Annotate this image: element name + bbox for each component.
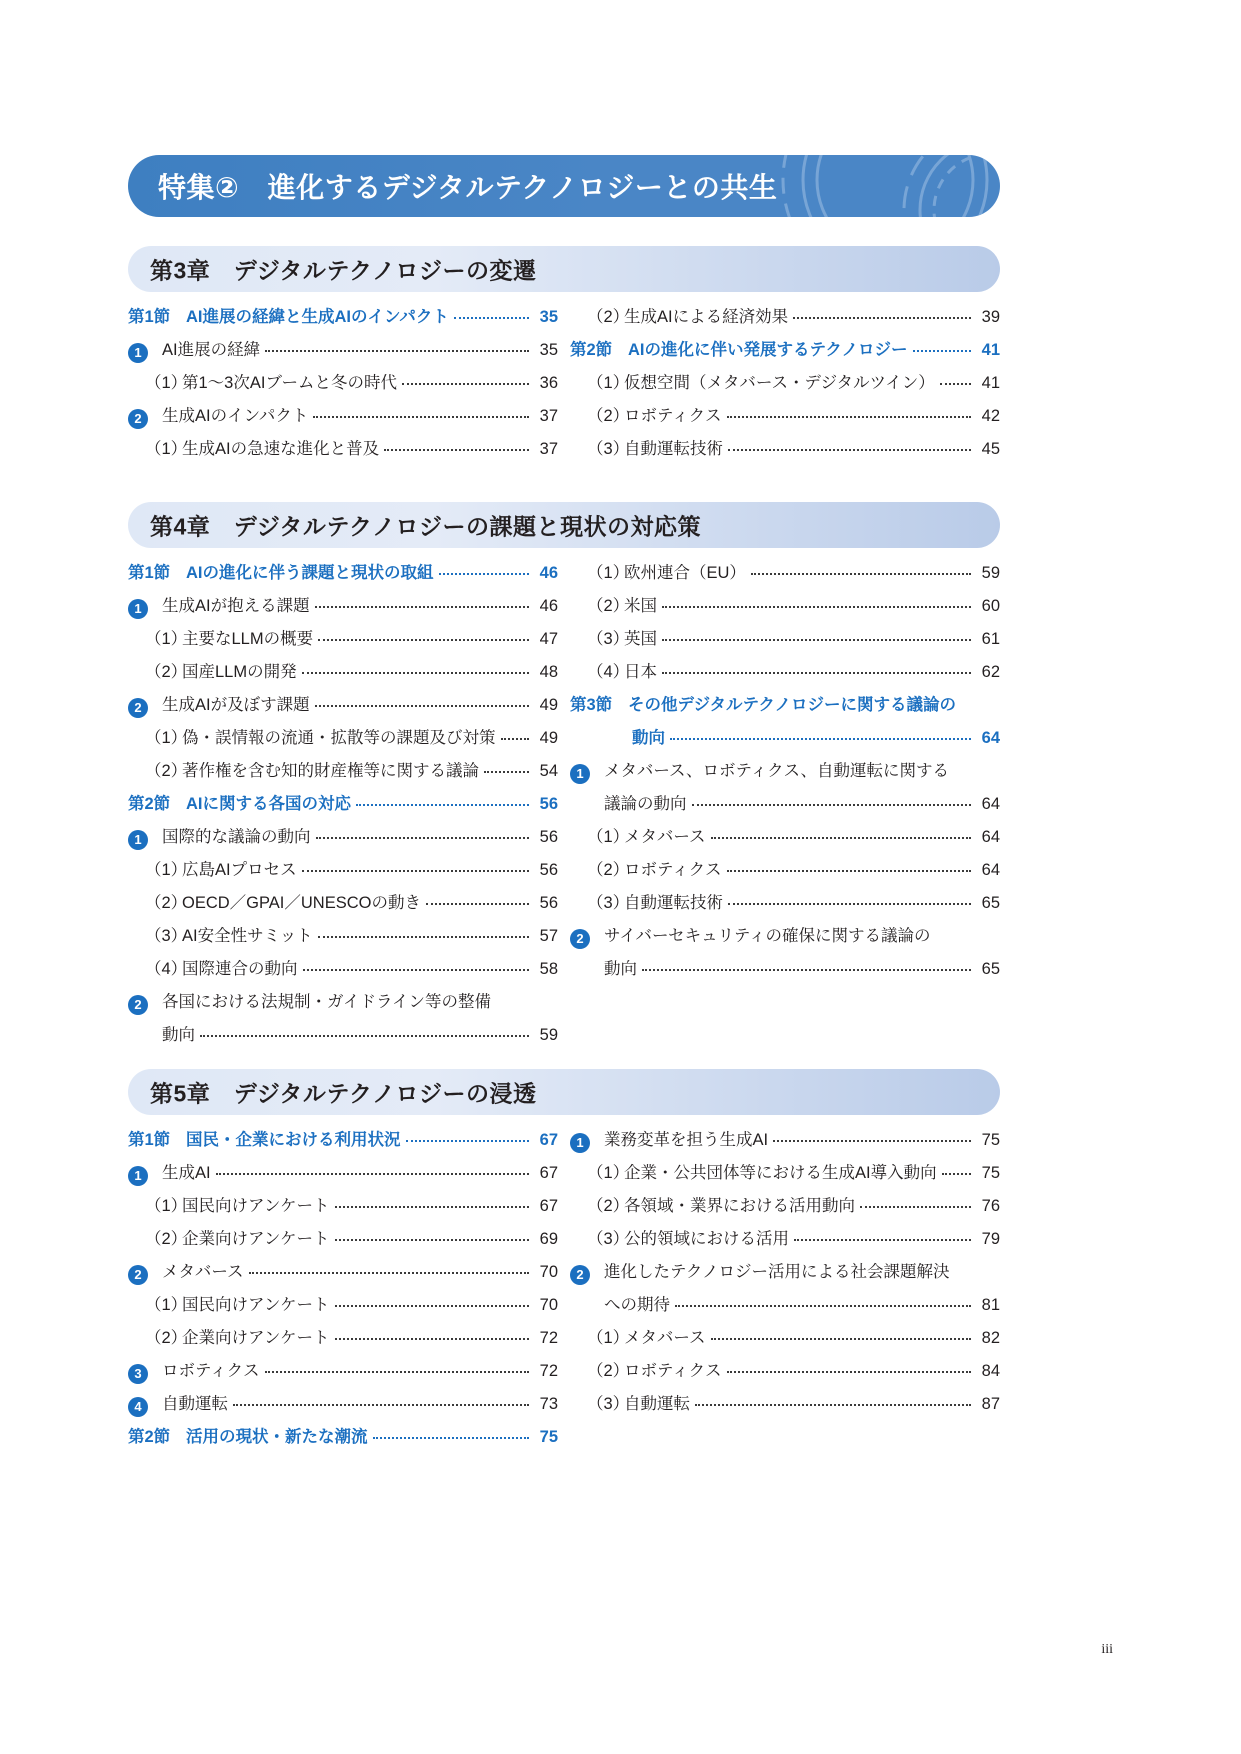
leader-dots <box>642 969 971 971</box>
sub-text: 企業向けアンケート <box>182 1230 330 1248</box>
leader-dots <box>335 1206 529 1208</box>
sub-number: （4） <box>587 663 630 681</box>
item-number-badge: 1 <box>128 1166 148 1186</box>
toc-sub-row[interactable] <box>128 1324 558 1357</box>
item-text: 国際的な議論の動向 <box>162 828 311 846</box>
page-ref: 82 <box>981 1329 1000 1347</box>
item-number-badge: 1 <box>128 343 148 363</box>
sub-number: （2） <box>145 663 188 681</box>
page-ref: 62 <box>981 663 1000 681</box>
sub-number: （3） <box>587 894 630 912</box>
sub-number: （2） <box>587 1362 630 1380</box>
page-ref: 46 <box>539 564 558 582</box>
page-ref: 48 <box>539 663 558 681</box>
toc-item-row-continued[interactable] <box>570 1291 1000 1324</box>
item-text: メタバース <box>162 1263 244 1281</box>
sub-text: 国民向けアンケート <box>182 1296 330 1314</box>
page-ref: 35 <box>539 341 558 359</box>
toc-sub-row[interactable] <box>128 1291 558 1324</box>
sub-number: （2） <box>587 1197 630 1215</box>
sub-number: （3） <box>587 1230 630 1248</box>
sub-text: 公的領域における活用 <box>624 1230 789 1248</box>
chapter-header-ch3 <box>128 246 1000 292</box>
toc-sub-row[interactable] <box>570 1192 1000 1225</box>
section-label: 第1節 <box>128 308 171 326</box>
leader-dots <box>426 903 529 905</box>
toc-sub-row[interactable] <box>570 658 1000 691</box>
item-number-badge: 2 <box>128 698 148 718</box>
leader-dots <box>711 837 971 839</box>
page-ref: 75 <box>981 1131 1000 1149</box>
sub-text: 主要なLLMの概要 <box>182 630 314 648</box>
leader-dots <box>695 1404 971 1406</box>
page-ref: 42 <box>981 407 1000 425</box>
leader-dots <box>313 416 529 418</box>
page-ref: 56 <box>539 828 558 846</box>
item-text: サイバーセキュリティの確保に関する議論の <box>604 927 931 945</box>
page-ref: 56 <box>539 795 558 813</box>
sub-text: メタバース <box>624 828 706 846</box>
leader-dots <box>728 449 971 451</box>
leader-dots <box>439 573 530 575</box>
sub-number: （1） <box>587 374 630 392</box>
item-text: 生成AIが及ぼす課題 <box>162 696 310 714</box>
toc-sub-row[interactable] <box>128 658 558 691</box>
chapter-title: 第4章 デジタルテクノロジーの課題と現状の対応策 <box>150 513 702 540</box>
item-text: 各国における法規制・ガイドライン等の整備 <box>162 993 492 1011</box>
sub-number: （2） <box>587 407 630 425</box>
page-ref: 64 <box>981 828 1000 846</box>
toc-column-right-ch4 <box>570 559 1000 988</box>
toc-sub-row[interactable] <box>128 955 558 988</box>
toc-item-row[interactable] <box>128 823 558 856</box>
toc-sub-row[interactable] <box>128 1192 558 1225</box>
page-ref: 69 <box>539 1230 558 1248</box>
sub-number: （1） <box>587 564 630 582</box>
leader-dots <box>670 738 971 740</box>
chapter-title: 第3章 デジタルテクノロジーの変遷 <box>150 257 537 284</box>
leader-dots <box>249 1272 529 1274</box>
sub-text: 国民向けアンケート <box>182 1197 330 1215</box>
toc-sub-row[interactable] <box>570 856 1000 889</box>
sub-text: 国際連合の動向 <box>182 960 298 978</box>
page-ref: 64 <box>981 861 1000 879</box>
sub-text: 生成AIの急速な進化と普及 <box>182 440 380 458</box>
leader-dots <box>454 317 529 319</box>
leader-dots <box>942 1173 971 1175</box>
sub-text: メタバース <box>624 1329 706 1347</box>
sub-number: （4） <box>145 960 188 978</box>
section-text: AIに関する各国の対応 <box>186 795 351 813</box>
page-ref: 41 <box>981 341 1000 359</box>
toc-sub-row[interactable] <box>570 625 1000 658</box>
leader-dots <box>727 1371 971 1373</box>
page-ref: 56 <box>539 894 558 912</box>
chapter-header-ch5 <box>128 1069 1000 1115</box>
section-text: 活用の現状・新たな潮流 <box>186 1428 368 1446</box>
leader-dots <box>727 870 971 872</box>
page-ref: 64 <box>981 795 1000 813</box>
page-ref: 59 <box>539 1026 558 1044</box>
sub-number: （1） <box>145 1296 188 1314</box>
sub-number: （2） <box>145 894 188 912</box>
section-label: 第1節 <box>128 564 171 582</box>
section-label: 第1節 <box>128 1131 171 1149</box>
leader-dots <box>793 317 971 319</box>
sub-number: （3） <box>587 440 630 458</box>
sub-text: 第1～3次AIブームと冬の時代 <box>182 374 397 392</box>
toc-item-row[interactable] <box>128 1258 558 1291</box>
toc-sub-row[interactable] <box>570 559 1000 592</box>
sub-text: 日本 <box>624 663 657 681</box>
leader-dots <box>318 639 529 641</box>
page-ref: 41 <box>981 374 1000 392</box>
sub-number: （1） <box>145 630 188 648</box>
sub-text: ロボティクス <box>624 861 722 879</box>
leader-dots <box>692 804 972 806</box>
sub-number: （1） <box>587 828 630 846</box>
sub-text: ロボティクス <box>624 1362 722 1380</box>
leader-dots <box>384 449 529 451</box>
section-label: 第3節 <box>570 696 613 714</box>
item-text: 動向 <box>162 1026 195 1044</box>
leader-dots <box>711 1338 971 1340</box>
toc-item-row-continued[interactable] <box>570 790 1000 823</box>
page-ref: 65 <box>981 894 1000 912</box>
item-number-badge: 2 <box>128 409 148 429</box>
sub-text: 仮想空間（メタバース・デジタルツイン） <box>624 374 935 392</box>
leader-dots <box>233 1404 529 1406</box>
item-number-badge: 2 <box>570 1265 590 1285</box>
leader-dots <box>913 350 971 352</box>
toc-sub-row[interactable] <box>570 1390 1000 1423</box>
toc-column-left-ch5 <box>128 1126 558 1456</box>
page-ref: 87 <box>981 1395 1000 1413</box>
sub-text: 偽・誤情報の流通・拡散等の課題及び対策 <box>182 729 496 747</box>
sub-text: 各領域・業界における活用動向 <box>624 1197 855 1215</box>
sub-number: （1） <box>587 1329 630 1347</box>
page-ref: 37 <box>539 407 558 425</box>
toc-sub-row[interactable] <box>570 435 1000 468</box>
toc-item-row[interactable] <box>128 1159 558 1192</box>
toc-section-row[interactable] <box>570 691 1000 724</box>
page-ref: 67 <box>539 1131 558 1149</box>
toc-item-row[interactable] <box>128 336 558 369</box>
section-label: 第2節 <box>570 341 613 359</box>
page-ref: 65 <box>981 960 1000 978</box>
page-ref: 72 <box>539 1362 558 1380</box>
sub-number: （1） <box>145 440 188 458</box>
leader-dots <box>335 1239 529 1241</box>
leader-dots <box>315 606 529 608</box>
sub-number: （3） <box>587 1395 630 1413</box>
page-ref: 35 <box>539 308 558 326</box>
toc-section-row-continued[interactable] <box>570 724 1000 757</box>
sub-number: （1） <box>145 729 188 747</box>
toc-item-row[interactable] <box>128 1357 558 1390</box>
page-ref: 79 <box>981 1230 1000 1248</box>
item-text: 進化したテクノロジー活用による社会課題解決 <box>604 1263 950 1281</box>
page-ref: 75 <box>981 1164 1000 1182</box>
toc-sub-row[interactable] <box>570 1357 1000 1390</box>
leader-dots <box>501 738 530 740</box>
toc-sub-row[interactable] <box>570 369 1000 402</box>
sub-text: OECD／GPAI／UNESCOの動き <box>182 894 421 912</box>
leader-dots <box>751 573 971 575</box>
page-ref: 49 <box>539 696 558 714</box>
section-label: 第2節 <box>128 1428 171 1446</box>
sub-number: （1） <box>145 861 188 879</box>
item-number-badge: 1 <box>570 764 590 784</box>
sub-number: （2） <box>587 308 630 326</box>
sub-number: （2） <box>145 1230 188 1248</box>
sub-text: 国産LLMの開発 <box>182 663 297 681</box>
page-ref: 70 <box>539 1296 558 1314</box>
leader-dots <box>773 1140 971 1142</box>
chapter-header-ch4 <box>128 502 1000 548</box>
toc-item-row-continued[interactable] <box>128 1021 558 1054</box>
leader-dots <box>402 383 529 385</box>
sub-text: 米国 <box>624 597 657 615</box>
leader-dots <box>265 350 529 352</box>
page-ref: 76 <box>981 1197 1000 1215</box>
leader-dots <box>335 1338 529 1340</box>
toc-sub-row[interactable] <box>128 724 558 757</box>
leader-dots <box>315 705 529 707</box>
sub-number: （1） <box>145 374 188 392</box>
leader-dots <box>662 672 971 674</box>
item-number-badge: 2 <box>570 929 590 949</box>
leader-dots <box>356 804 529 806</box>
toc-sub-row[interactable] <box>570 303 1000 336</box>
page-ref: 70 <box>539 1263 558 1281</box>
item-text: 動向 <box>604 960 637 978</box>
item-text: 生成AIのインパクト <box>162 407 309 425</box>
item-text: メタバース、ロボティクス、自動運転に関する <box>604 762 950 780</box>
toc-sub-row[interactable] <box>128 889 558 922</box>
leader-dots <box>303 969 530 971</box>
item-number-badge: 1 <box>128 830 148 850</box>
page-ref: 59 <box>981 564 1000 582</box>
sub-number: （2） <box>145 762 188 780</box>
toc-column-right-ch3 <box>570 303 1000 468</box>
toc-item-row[interactable] <box>128 402 558 435</box>
toc-item-row[interactable] <box>128 592 558 625</box>
leader-dots <box>200 1035 529 1037</box>
toc-item-row[interactable] <box>128 988 558 1021</box>
page-ref: 75 <box>539 1428 558 1446</box>
leader-dots <box>860 1206 971 1208</box>
leader-dots <box>662 639 971 641</box>
section-text: その他デジタルテクノロジーに関する議論の <box>628 696 957 714</box>
toc-item-row[interactable] <box>128 1390 558 1423</box>
toc-section-row[interactable] <box>128 1423 558 1456</box>
sub-number: （3） <box>145 927 188 945</box>
sub-text: 企業・公共団体等における生成AI導入動向 <box>624 1164 937 1182</box>
toc-section-row[interactable] <box>128 790 558 823</box>
page-ref: 61 <box>981 630 1000 648</box>
sub-number: （1） <box>145 1197 188 1215</box>
leader-dots <box>728 903 971 905</box>
toc-sub-row[interactable] <box>570 592 1000 625</box>
feature-banner <box>128 155 1000 217</box>
item-text: ロボティクス <box>162 1362 260 1380</box>
toc-column-left-ch4 <box>128 559 558 1054</box>
leader-dots <box>265 1371 529 1373</box>
page-ref: 72 <box>539 1329 558 1347</box>
feature-title: 特集② 進化するデジタルテクノロジーとの共生 <box>158 172 778 203</box>
page-ref: 67 <box>539 1197 558 1215</box>
toc-sub-row[interactable] <box>570 1324 1000 1357</box>
item-text: 生成AI <box>162 1164 211 1182</box>
page-ref: 49 <box>539 729 558 747</box>
page-ref: 67 <box>539 1164 558 1182</box>
toc-sub-row[interactable] <box>570 402 1000 435</box>
section-text: 動向 <box>632 729 665 747</box>
leader-dots <box>335 1305 529 1307</box>
toc-column-right-ch5 <box>570 1126 1000 1423</box>
leader-dots <box>727 416 971 418</box>
toc-item-row[interactable] <box>570 1258 1000 1291</box>
toc-item-row[interactable] <box>570 922 1000 955</box>
leader-dots <box>302 672 529 674</box>
toc-item-row-continued[interactable] <box>570 955 1000 988</box>
toc-sub-row[interactable] <box>128 369 558 402</box>
leader-dots <box>940 383 971 385</box>
item-number-badge: 4 <box>128 1397 148 1417</box>
sub-number: （2） <box>587 861 630 879</box>
toc-column-left-ch3 <box>128 303 558 468</box>
toc-sub-row[interactable] <box>128 856 558 889</box>
page-ref: 81 <box>981 1296 1000 1314</box>
page-ref: 39 <box>981 308 1000 326</box>
section-text: AI進展の経緯と生成AIのインパクト <box>186 308 449 326</box>
toc-sub-row[interactable] <box>570 1159 1000 1192</box>
sub-number: （3） <box>587 630 630 648</box>
section-text: AIの進化に伴い発展するテクノロジー <box>628 341 908 359</box>
leader-dots <box>316 837 530 839</box>
item-text: AI進展の経緯 <box>162 341 261 359</box>
leader-dots <box>318 936 529 938</box>
toc-sub-row[interactable] <box>128 435 558 468</box>
page-ref: 56 <box>539 861 558 879</box>
toc-item-row[interactable] <box>128 691 558 724</box>
sub-text: 著作権を含む知的財産権等に関する議論 <box>182 762 479 780</box>
sub-number: （2） <box>145 1329 188 1347</box>
toc-sub-row[interactable] <box>128 1225 558 1258</box>
item-text: への期待 <box>604 1296 670 1314</box>
page-ref: 84 <box>981 1362 1000 1380</box>
section-text: 国民・企業における利用状況 <box>186 1131 401 1149</box>
leader-dots <box>406 1140 530 1142</box>
sub-text: 企業向けアンケート <box>182 1329 330 1347</box>
leader-dots <box>675 1305 971 1307</box>
toc-sub-row[interactable] <box>570 889 1000 922</box>
sub-text: 欧州連合（EU） <box>624 564 746 582</box>
toc-sub-row[interactable] <box>570 1225 1000 1258</box>
page-ref: 64 <box>981 729 1000 747</box>
page-ref: 36 <box>539 374 558 392</box>
toc-item-row[interactable] <box>570 1126 1000 1159</box>
leader-dots <box>302 870 529 872</box>
chapter-title: 第5章 デジタルテクノロジーの浸透 <box>150 1080 537 1107</box>
toc-item-row[interactable] <box>570 757 1000 790</box>
leader-dots <box>373 1437 530 1439</box>
item-number-badge: 1 <box>570 1133 590 1153</box>
page-ref: 57 <box>539 927 558 945</box>
item-number-badge: 2 <box>128 1265 148 1285</box>
item-text: 議論の動向 <box>604 795 687 813</box>
item-number-badge: 3 <box>128 1364 148 1384</box>
page-ref: 58 <box>539 960 558 978</box>
sub-text: 広島AIプロセス <box>182 861 297 879</box>
leader-dots <box>794 1239 971 1241</box>
sub-text: ロボティクス <box>624 407 722 425</box>
toc-sub-row[interactable] <box>128 757 558 790</box>
leader-dots <box>484 771 529 773</box>
section-text: AIの進化に伴う課題と現状の取組 <box>186 564 434 582</box>
page-ref: 45 <box>981 440 1000 458</box>
page-ref: 73 <box>539 1395 558 1413</box>
page-ref: 54 <box>539 762 558 780</box>
sub-text: 自動運転 <box>624 1395 690 1413</box>
page-ref: 46 <box>539 597 558 615</box>
toc-sub-row[interactable] <box>570 823 1000 856</box>
page-ref: 47 <box>539 630 558 648</box>
sub-text: AI安全性サミット <box>182 927 313 945</box>
item-text: 業務変革を担う生成AI <box>604 1131 769 1149</box>
toc-section-row[interactable] <box>128 1126 558 1159</box>
section-label: 第2節 <box>128 795 171 813</box>
toc-section-row[interactable] <box>570 336 1000 369</box>
item-number-badge: 1 <box>128 599 148 619</box>
toc-sub-row[interactable] <box>128 625 558 658</box>
item-text: 自動運転 <box>162 1395 228 1413</box>
toc-section-row[interactable] <box>128 559 558 592</box>
sub-text: 自動運転技術 <box>624 440 723 458</box>
item-number-badge: 2 <box>128 995 148 1015</box>
sub-number: （1） <box>587 1164 630 1182</box>
page-ref: 37 <box>539 440 558 458</box>
page-ref: 60 <box>981 597 1000 615</box>
toc-section-row[interactable] <box>128 303 558 336</box>
sub-number: （2） <box>587 597 630 615</box>
leader-dots <box>216 1173 529 1175</box>
page-number: iii <box>1101 1642 1113 1657</box>
sub-text: 生成AIによる経済効果 <box>624 308 789 326</box>
leader-dots <box>662 606 971 608</box>
item-text: 生成AIが抱える課題 <box>162 597 310 615</box>
toc-sub-row[interactable] <box>128 922 558 955</box>
sub-text: 自動運転技術 <box>624 894 723 912</box>
sub-text: 英国 <box>624 630 657 648</box>
